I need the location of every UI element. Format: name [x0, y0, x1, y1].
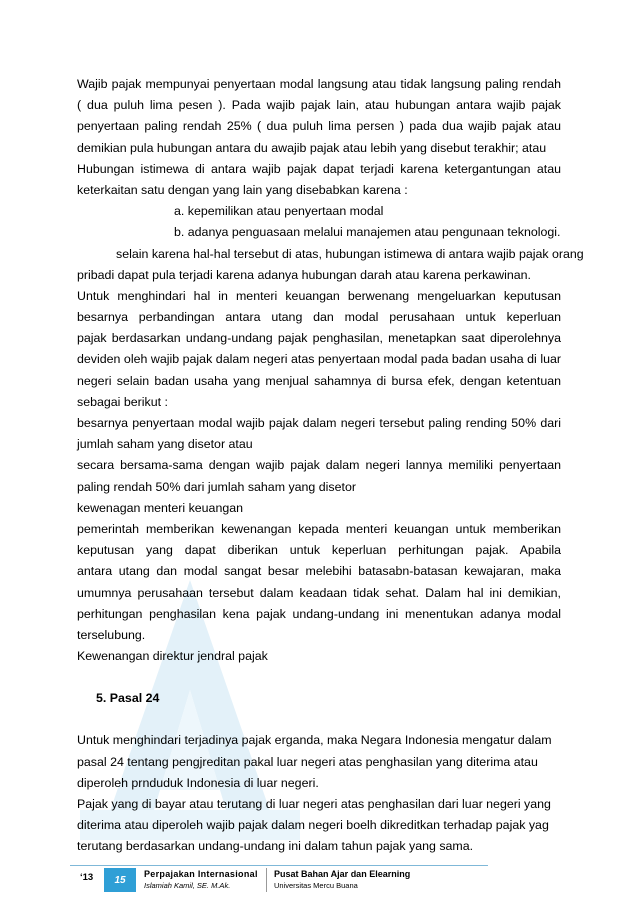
paragraph-line: negeri selain badan usaha yang menjual sahamnya di bursa efek, dengan ketentuan [77, 373, 561, 388]
lecturer-name: Islamiah Kamil, SE. M.Ak. [144, 881, 231, 890]
list-item: a. kepemilikan atau penyertaan modal [174, 204, 384, 219]
paragraph-line: terutang berdasarkan undang-undang ini dalam tahun pajak yang sama. [77, 839, 474, 854]
document-body [77, 74, 584, 858]
paragraph-line: diperoleh prnduduk Indonesia di luar negeri. [77, 775, 319, 790]
paragraph-line: Pajak yang di bayar atau terutang di luar negeri atas penghasilan dari luar negeri yang [77, 797, 551, 811]
page-footer [0, 857, 638, 903]
section-heading: 5. Pasal 24 [96, 691, 160, 706]
paragraph-line: umumnya perusahaan tersebut dalam keadaan tidak sehat. Dalam hal ini demikian, [77, 585, 561, 600]
paragraph-line: pribadi dapat pula terjadi karena adanya hubungan darah atau karena perkawinan. [77, 267, 531, 282]
page-number-badge: 15 [104, 868, 136, 892]
paragraph-line: Untuk menghindari hal in menteri keuangan berwenang mengeluarkan keputusan [77, 288, 561, 303]
paragraph-line: keputusan yang dapat diberikan untuk keperluan perhitungan pajak. Apabila [77, 543, 561, 558]
paragraph-line: terselubung. [77, 627, 146, 642]
paragraph-line: besarnya perbandingan antara utang dan modal perusahaan untuk keperluan [77, 310, 561, 325]
university-name: Universitas Mercu Buana [274, 881, 358, 890]
footer-vertical-divider [266, 868, 267, 892]
paragraph-line: selain karena hal-hal tersebut di atas, hubungan istimewa di antara wajib pajak orang [116, 246, 584, 261]
paragraph-line: sebagai berikut : [77, 394, 168, 409]
paragraph-line: antara utang dan modal sangat besar melebihi batasabn-batasan kewajaran, maka [77, 564, 561, 579]
paragraph-line: deviden oleh wajib pajak dalam negeri atas penyertaan modal pada badan usaha di luar [77, 352, 561, 367]
paragraph-line: Untuk menghindari terjadinya pajak erganda, maka Negara Indonesia mengatur dalam [77, 733, 552, 748]
paragraph-line: pasal 24 tentang pengjreditan pakal luar negeri atas penghasilan yang diterima atau [77, 754, 538, 769]
list-item: b. adanya penguasaan melalui manajemen atau pengunaan teknologi. [174, 225, 561, 240]
footer-year: ‘13 [80, 872, 94, 883]
paragraph-line: Wajib pajak mempunyai penyertaan modal langsung atau tidak langsung paling rendah [77, 77, 561, 91]
paragraph-line: paling rendah 50% dari jumlah saham yang disetor [77, 479, 356, 494]
paragraph-line: Hubungan istimewa di antara wajib pajak dapat terjadi karena ketergantungan atau [77, 161, 561, 176]
paragraph-line: jumlah saham yang disetor atau [77, 437, 253, 452]
paragraph-line: pemerintah memberikan kewenangan kepada menteri keuangan untuk memberikan [77, 521, 561, 536]
paragraph-line: demikian pula hubungan antara du awajib pajak atau lebih yang disebut terakhir; atau [77, 140, 547, 155]
paragraph-line: ( dua puluh lima pesen ). Pada wajib pajak lain, atau hubungan antara wajib pajak [77, 98, 561, 113]
paragraph-line: secara bersama-sama dengan wajib pajak dalam negeri lannya memiliki penyertaan [77, 458, 561, 473]
paragraph-line: pajak berdasarkan undang-undang pajak penghasilan, menetapkan saat diperolehnya [77, 331, 561, 346]
paragraph-line: kewenagan menteri keuangan [77, 500, 244, 515]
paragraph-line: besarnya penyertaan modal wajib pajak dalam negeri tersebut paling rending 50% dari [77, 416, 561, 430]
course-title: Perpajakan Internasional [144, 869, 258, 879]
paragraph-line: perhitungan penghasilan kena pajak undang-undang ini menentukan adanya modal [77, 606, 561, 621]
paragraph-line: Kewenangan direktur jendral pajak [77, 649, 268, 664]
paragraph-line: keterkaitan satu dengan yang lain yang disebabkan karena : [77, 182, 408, 197]
paragraph-line: diterima atau diperoleh wajib pajak dalam negeri boelh dikreditkan terhadap pajak yag [77, 818, 549, 833]
paragraph-line: penyertaan paling rendah 25% ( dua puluh lima persen ) pada dua wajib pajak atau [77, 119, 561, 134]
center-name: Pusat Bahan Ajar dan Elearning [274, 869, 411, 879]
footer-divider-line [70, 865, 488, 866]
